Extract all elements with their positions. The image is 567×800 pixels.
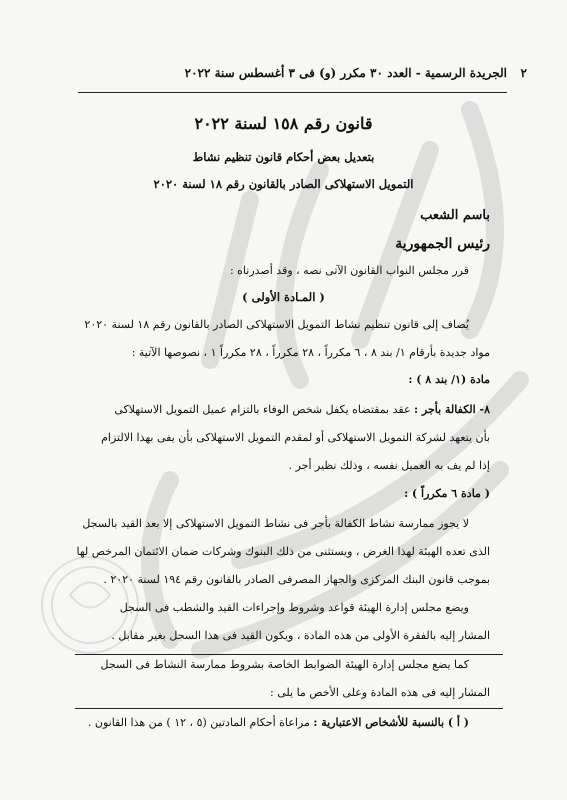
underline-rule-2: [75, 708, 503, 709]
article-1-heading: ( المـادة الأولى ): [242, 290, 325, 304]
article-1-line-2: مواد جديدة بأرقام ١/ بند ٨ ، ٦ مكرراً ، ٢٨ مكرراً ، ٢٨ مكرراً ١ ، نصوصها الآتية :: [131, 346, 490, 359]
running-title: الجريدة الرسمية - العدد ٣٠ مكرر (و) فى ٣ أغسطس سنة ٢٠٢٢: [184, 66, 507, 80]
article-6bis-line-2: الذى تعده الهيئة لهذا الغرض ، ويستثنى من ذلك البنوك وشركات ضمان الائتمان المرخص لها: [76, 545, 490, 558]
law-subtitle-2: التمويل الاستهلاكى الصادر بالقانون رقم ١٨ لسنة ٢٠٢٠: [153, 177, 414, 191]
article-6bis-line-5: المشار إليه بالفقرة الأولى من هذه المادة ، ويكون القيد فى هذا السجل بغير مقابل .: [111, 629, 490, 642]
article-1-line-1: يُضاف إلى قانون تنظيم نشاط التمويل الاستهلاكى الصادر بالقانون رقم ١٨ لسنة ٢٠٢٠: [84, 318, 469, 331]
law-title: قانون رقم ١٥٨ لسنة ٢٠٢٢: [194, 114, 373, 133]
clause-8-line-3: إذا لم يف به العميل نفسه ، وذلك نظير أجر .: [288, 459, 490, 472]
underline-rule: [75, 654, 503, 655]
article-6bis-line-1: لا يجوز ممارسة نشاط الكفالة بأجر فى نشاط التمويل الاستهلاكى إلا بعد القيد بالسجل: [82, 517, 469, 530]
item-a-label: ( أ ) بالنسبة للأشخاص الاعتبارية :: [313, 716, 469, 729]
clause-8-text: عقد بمقتضاه يكفل شخص الوفاء بالتزام عميل التمويل الاستهلاكى: [114, 403, 411, 416]
article-6bis-line-7: المشار إليه فى هذه المادة وعلى الأخص ما يلى :: [270, 686, 490, 699]
running-header: [115, 66, 527, 80]
article-6bis-heading: ( مادة ٦ مكرراً ) :: [404, 487, 490, 500]
item-a-text: مراعاة أحكام المادتين (٥ ، ١٢ ) من هذا القانون .: [87, 716, 310, 729]
page-number: ٢: [520, 66, 527, 80]
decree-line: قرر مجلس النواب القانون الآتى نصه ، وقد أصدرناه :: [229, 264, 469, 277]
law-subtitle-1: بتعديل بعض أحكام قانون تنظيم نشاط: [192, 150, 375, 164]
clause-8-label: ٨- الكفالة بأجر :: [414, 403, 490, 416]
clause-8-line-1: [70, 403, 490, 416]
president-heading: رئيس الجمهورية: [395, 236, 490, 252]
article-6bis-item-a: [70, 716, 469, 729]
header-rule: [78, 92, 507, 93]
article-6bis-line-4: ويضع مجلس إدارة الهيئة قواعد وشروط وإجراءات القيد والشطب فى السجل: [119, 601, 469, 614]
article-6bis-line-3: بموجب قانون البنك المركزى والجهاز المصرفى الصادر بالقانون رقم ١٩٤ لسنة ٢٠٢٠ .: [103, 573, 490, 586]
clause-8-line-2: بأن يتعهد لشركة التمويل الاستهلاكى أو لمقدم التمويل الاستهلاكى بأن يفى بهذا الالتزام: [101, 431, 490, 444]
in-the-name-of-the-people: باسم الشعب: [420, 208, 490, 223]
clause-8-heading: مادة (١/ بند ٨ ) :: [408, 373, 490, 386]
article-6bis-line-6: كما يضع مجلس إدارة الهيئة الضوابط الخاصة بشروط ممارسة النشاط فى السجل: [100, 658, 469, 671]
